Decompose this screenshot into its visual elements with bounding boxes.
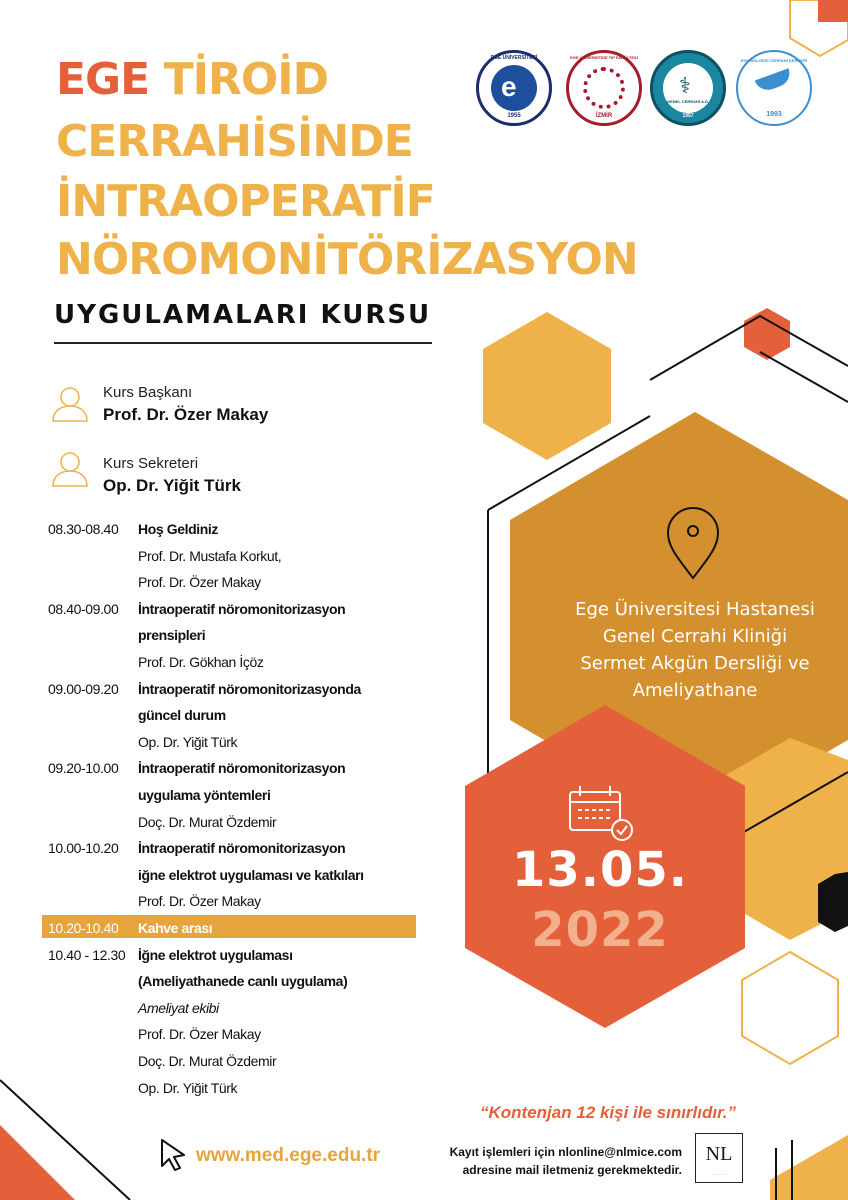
program-text: Kahve arası bbox=[138, 920, 213, 936]
president-label: Kurs Başkanı bbox=[103, 384, 193, 401]
outline-hexagon bbox=[742, 952, 838, 1064]
program-row bbox=[0, 729, 430, 755]
logo1-year: 1955 bbox=[507, 113, 521, 119]
program-row bbox=[0, 569, 430, 595]
program-text: uygulama yöntemleri bbox=[138, 787, 271, 803]
person-icon-president bbox=[53, 388, 87, 421]
program-row bbox=[0, 1021, 430, 1047]
genel-cerrahi-ad-logo bbox=[650, 50, 726, 126]
program-row bbox=[0, 995, 430, 1021]
ege-universitesi-logo bbox=[476, 50, 552, 126]
program-row bbox=[0, 676, 430, 702]
program-row bbox=[0, 888, 430, 914]
secretary-label: Kurs Sekreteri bbox=[103, 455, 199, 472]
program-text: Hoş Geldiniz bbox=[138, 521, 218, 537]
program-text: (Ameliyathanede canlı uygulama) bbox=[138, 973, 348, 990]
caduceus-icon: ⚕ bbox=[679, 73, 691, 98]
logo2-text: EGE ÜNİVERSİTESİ TIP FAKÜLTESİ bbox=[570, 55, 638, 60]
program-text: Prof. Dr. Mustafa Korkut, bbox=[138, 547, 282, 564]
program-row bbox=[0, 702, 430, 728]
program-row bbox=[0, 942, 430, 968]
logo3-text: GENEL CERRAHİ A.D. bbox=[666, 99, 709, 104]
location-line-4: Ameliyathane bbox=[632, 680, 758, 701]
program-row bbox=[0, 649, 430, 675]
title-line-3: İNTRAOPERATİF bbox=[56, 176, 435, 227]
program-text: Op. Dr. Yiğit Türk bbox=[138, 733, 238, 750]
logo3-year: 1957 bbox=[682, 113, 694, 119]
website-link[interactable]: www.med.ege.edu.tr bbox=[196, 1145, 381, 1166]
registration-line-2: adresine mail iletmeniz gerekmektedir. bbox=[462, 1163, 682, 1177]
subtitle: UYGULAMALARI KURSU bbox=[54, 300, 432, 330]
capacity-note: “Kontenjan 12 kişi ile sınırlıdır.” bbox=[479, 1103, 737, 1122]
title-tiroid: TİROİD bbox=[163, 54, 329, 105]
program-text: İntraoperatif nöromonitorizasyon bbox=[138, 840, 346, 857]
program-text: İntraoperatif nöromonitorizasyon bbox=[138, 600, 346, 617]
title-line-4: NÖROMONİTÖRİZASYON bbox=[56, 234, 638, 285]
program-text: Doç. Dr. Murat Özdemir bbox=[138, 813, 277, 830]
location-line-1: Ege Üniversitesi Hastanesi bbox=[575, 599, 815, 620]
program-row bbox=[0, 1048, 430, 1074]
location-text bbox=[560, 596, 830, 704]
event-date-day-month: 13.05. bbox=[511, 842, 689, 898]
program-row bbox=[0, 809, 430, 835]
program-row bbox=[0, 782, 430, 808]
logo4-text: EGE BÖLGESİ CERRAHİ DERNEĞİ bbox=[740, 58, 808, 63]
program-time: 10.40 - 12.30 bbox=[48, 946, 126, 963]
program-time: 08.40-09.00 bbox=[48, 600, 119, 617]
corner-orange-block bbox=[818, 0, 848, 22]
person-icon-secretary bbox=[53, 453, 87, 486]
program-text: Prof. Dr. Özer Makay bbox=[138, 893, 261, 910]
ege-e-letter: e bbox=[501, 71, 517, 102]
program-text: Prof. Dr. Özer Makay bbox=[138, 574, 261, 591]
nl-logo bbox=[695, 1133, 743, 1183]
logo4-year: 1993 bbox=[766, 111, 782, 118]
program-row bbox=[0, 1075, 430, 1101]
program-row bbox=[0, 516, 430, 542]
program-row-break bbox=[0, 915, 430, 941]
ege-tip-fakultesi-logo bbox=[566, 50, 642, 126]
program-row bbox=[0, 862, 430, 888]
logo1-text: EGE ÜNİVERSİTESİ bbox=[490, 55, 538, 61]
program-text: Op. Dr. Yiğit Türk bbox=[138, 1079, 238, 1096]
title-divider bbox=[54, 342, 432, 344]
small-orange-hexagon bbox=[744, 308, 790, 360]
program-time: 08.30-08.40 bbox=[48, 521, 119, 537]
nl-logo-letters: NL bbox=[705, 1143, 733, 1165]
event-date-year: 2022 bbox=[531, 902, 669, 958]
title-ege: EGE bbox=[56, 54, 150, 105]
scalpel-icon bbox=[755, 68, 794, 93]
program-text: İntraoperatif nöromonitorizasyonda bbox=[138, 680, 361, 697]
president-name: Prof. Dr. Özer Makay bbox=[103, 405, 269, 424]
location-line-3: Sermet Akgün Dersliği ve bbox=[580, 653, 810, 674]
program-time: 09.00-09.20 bbox=[48, 680, 119, 697]
program-text: Prof. Dr. Gökhan İçöz bbox=[138, 654, 264, 670]
program-time: 09.20-10.00 bbox=[48, 760, 119, 777]
program-text: Ameliyat ekibi bbox=[138, 999, 219, 1016]
program-text: prensipleri bbox=[138, 627, 206, 644]
cursor-arrow-icon bbox=[162, 1140, 184, 1170]
program-row bbox=[0, 968, 430, 994]
bottom-left-orange-triangle bbox=[0, 1125, 75, 1200]
program-text: Doç. Dr. Murat Özdemir bbox=[138, 1053, 277, 1069]
registration-info bbox=[420, 1143, 682, 1179]
program-text: İğne elektrot uygulaması bbox=[138, 946, 293, 963]
program-text: iğne elektrot uygulaması ve katkıları bbox=[138, 866, 364, 883]
program-time: 10.20-10.40 bbox=[48, 920, 119, 936]
location-line-2: Genel Cerrahi Kliniği bbox=[602, 626, 788, 647]
program-row bbox=[0, 755, 430, 781]
registration-line-1: Kayıt işlemleri için nlonline@nlmice.com bbox=[449, 1145, 682, 1159]
program-text: güncel durum bbox=[138, 707, 226, 724]
logo2-city: İZMİR bbox=[595, 113, 613, 119]
program-row bbox=[0, 596, 430, 622]
secretary-name: Op. Dr. Yiğit Türk bbox=[103, 476, 241, 495]
ege-bolgesi-cerrahi-dernegi-logo bbox=[736, 50, 812, 126]
program-row bbox=[0, 622, 430, 648]
program-row bbox=[0, 543, 430, 569]
title-line-1 bbox=[56, 54, 329, 105]
bottom-right-gold-hexagon bbox=[770, 1135, 848, 1200]
program-text: Prof. Dr. Özer Makay bbox=[138, 1026, 261, 1043]
program-time: 10.00-10.20 bbox=[48, 840, 119, 857]
program-row bbox=[0, 835, 430, 861]
nl-logo-tagline: · · · · · bbox=[712, 1172, 726, 1178]
title-line-2: CERRAHİSİNDE bbox=[56, 116, 413, 167]
gold-hexagon bbox=[483, 312, 611, 460]
program-text: İntraoperatif nöromonitorizasyon bbox=[138, 760, 346, 777]
